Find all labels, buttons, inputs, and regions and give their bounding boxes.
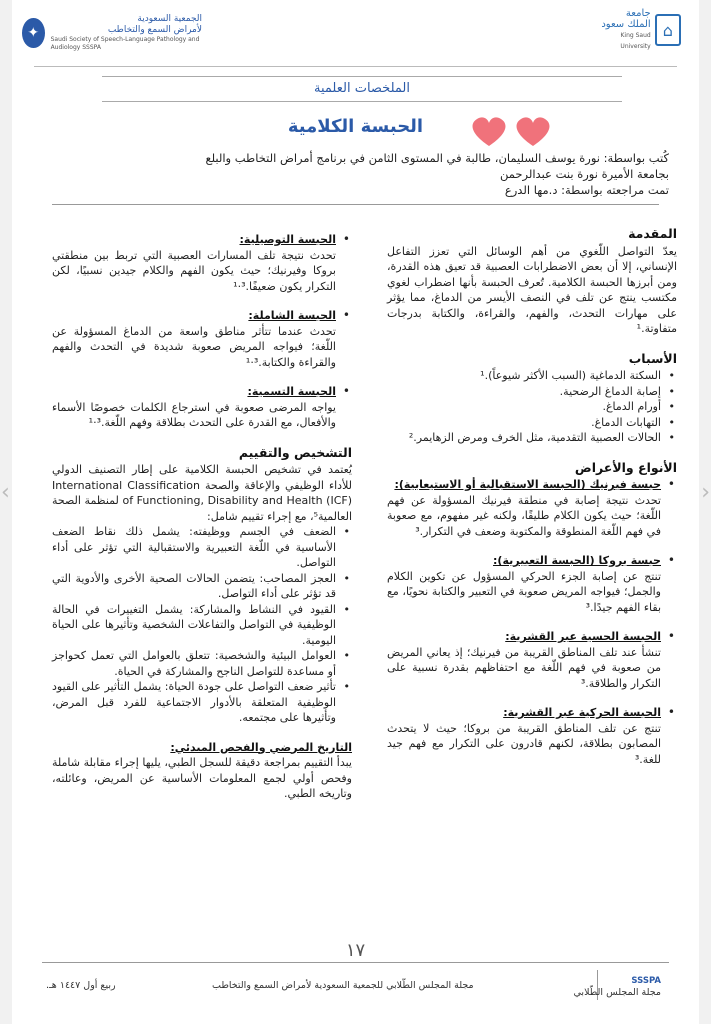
type-anomic bbox=[52, 384, 352, 431]
previous-page-arrow-icon[interactable]: ‹ bbox=[1, 480, 10, 505]
history-heading: التاريخ المرضي والفحص المبدئي: bbox=[170, 740, 352, 754]
credits-university: بجامعة الأميرة نورة بنت عبدالرحمن bbox=[500, 167, 669, 181]
document-page bbox=[12, 0, 699, 1024]
history-text: يبدأ التقييم بمراجعة دقيقة للسجل الطبي، يليها إجراء مقابلة شاملة وفحص أولي لجمع المعلومات الأساسية عن المريض، وعائلته، وتاريخه الطبي. bbox=[52, 756, 352, 800]
list-item: • السكتة الدماغية (السبب الأكثر شيوعاً).¹ bbox=[387, 368, 677, 384]
society-logo bbox=[22, 12, 202, 54]
type-conduction bbox=[52, 232, 352, 294]
intro-section bbox=[387, 226, 677, 337]
article-title: الحبسة الكلامية bbox=[287, 116, 424, 137]
list-item: • إصابة الدماغ الرضحية. bbox=[387, 384, 677, 400]
type-name: • الحبسة الحسية عبر القشرية: bbox=[505, 630, 661, 643]
type-text: تنشأ عند تلف المناطق القريبة من فيرنيك؛ إذ يعاني المريض من صعوبة في فهم اللّغة مع احتفاظهم بقدرة نسبية على التكرار والطلاقة.³ bbox=[387, 645, 661, 690]
footer bbox=[12, 976, 699, 998]
university-logo bbox=[601, 8, 681, 50]
footer-brand bbox=[574, 976, 661, 998]
title-divider bbox=[52, 204, 659, 205]
intro-heading: المقدمة bbox=[628, 226, 677, 241]
university-name-en: King Saud University bbox=[620, 32, 651, 50]
list-item: • العجز المصاحب: يتضمن الحالات الصحية الأخرى والأدوية التي قد تؤثر على أداء التواصل. bbox=[52, 571, 352, 602]
right-page-edge bbox=[699, 0, 711, 1024]
section-label: الملخصات العلمية bbox=[102, 76, 622, 102]
type-transcortical-sensory bbox=[387, 629, 677, 691]
type-transcortical-motor bbox=[387, 705, 677, 767]
diagnosis-section bbox=[52, 445, 352, 726]
type-text: تحدث نتيجة إصابة في منطقة فيرنيك المسؤولة عن فهم اللّغة؛ حيث يكون الكلام طليقًا، ولكنه غير مفهوم، مع صعوبة في فهم اللّغة المنطوقة والمكتوبة وضعف في التكرار.³ bbox=[387, 493, 661, 538]
type-text: تنتج عن إصابة الجزء الحركي المسؤول عن تكوين الكلام والجمل؛ فيواجه المريض صعوبة في التعبير والكتابة نحويًا، مع بقاء الفهم جيدًا.³ bbox=[387, 569, 661, 614]
type-name: • الحبسة التسمية: bbox=[247, 385, 336, 398]
left-page-edge bbox=[0, 0, 12, 1024]
page-number: ١٧ bbox=[345, 940, 366, 961]
list-item: • أورام الدماغ. bbox=[387, 399, 677, 415]
diagnosis-text: يُعتمد في تشخيص الحبسة الكلامية على إطار التصنيف الدولي للأداء الوظيفي والإعاقة والصحة International Classification of Functioning, Disability and Health (ICF) لمنظمة الصحة العالمية⁵، مع إجراء تقييم شامل: bbox=[52, 463, 352, 523]
type-name: • الحبسة الشاملة: bbox=[248, 309, 336, 322]
causes-section bbox=[387, 351, 677, 446]
footer-divider bbox=[42, 962, 669, 963]
university-logo-text bbox=[601, 8, 651, 52]
credits bbox=[162, 150, 669, 198]
list-item: • الضعف في الجسم ووظيفته: يشمل ذلك نقاط الضعف الأساسية في اللّغة التعبيرية والاستقبالية التي تؤثر على أداء التواصل. bbox=[52, 524, 352, 571]
credits-author: كُتب بواسطة: نورة يوسف السليمان، طالبة في المستوى الثامن في برنامج أمراض التخاطب والبلع bbox=[205, 151, 669, 165]
list-item: • العوامل البيئية والشخصية: تتعلق بالعوامل التي تعمل كحواجز أو مساعدة للتواصل الناجح والمشاركة في الحياة. bbox=[52, 648, 352, 679]
type-name: • حبسة فيرنيك (الحبسة الاستقبالية أو الاستيعابية): bbox=[394, 478, 661, 491]
society-logo-text bbox=[51, 14, 202, 52]
university-name-line1: جامعة bbox=[625, 8, 651, 19]
footer-brand-en: SSSPA bbox=[631, 976, 661, 986]
history-section bbox=[52, 740, 352, 802]
type-text: يواجه المرضى صعوبة في استرجاع الكلمات خصوصًا الأسماء والأفعال، مع القدرة على التحدث بطلاقة وفهم اللّغة.³·¹ bbox=[52, 400, 336, 429]
header-divider bbox=[34, 66, 677, 67]
next-page-arrow-icon[interactable]: › bbox=[701, 480, 710, 505]
type-name: • الحبسة التوصيلية: bbox=[239, 233, 336, 246]
society-emblem-icon: ✦ bbox=[22, 18, 45, 48]
type-text: تحدث عندما تتأثر مناطق واسعة من الدماغ المسؤولة عن اللّغة؛ فيواجه المريض صعوبة شديدة في التحدث والفهم والقراءة والكتابة.³·¹ bbox=[52, 324, 336, 369]
diagnosis-list bbox=[52, 524, 352, 726]
list-item: • تأثير ضعف التواصل على جودة الحياة: يشمل التأثير على القيود الوظيفية المتعلقة بالأدوار الاجتماعية للفرد قبل المرض، وتأثيرها على مجتمعه. bbox=[52, 679, 352, 726]
list-item: • الحالات العصبية التقدمية، مثل الخرف ومرض الزهايمر.² bbox=[387, 430, 677, 446]
footer-journal: مجلة المجلس الطّلابي للجمعية السعودية لأمراض السمع والتخاطب bbox=[212, 980, 474, 991]
left-column bbox=[52, 232, 352, 816]
type-text: تنتج عن تلف المناطق القريبة من بروكا؛ حيث لا يتحدث المصابون بطلاقة، لكنهم قادرون على التكرار مع فهم جيد للغة.³ bbox=[387, 721, 661, 766]
society-name-line2: لأمراض السمع والتخاطب bbox=[107, 25, 202, 35]
intro-text: يعدّ التواصل اللّغوي من أهم الوسائل التي تعزز التفاعل الإنساني، إلا أن بعض الاضطرابات العصبية قد تعيق هذه القدرة، ومن أبرزها الحبسة الكلامية. تُعرف الحبسة بأنها اضطراب لغوي مكتسب ينتج عن تلف في النصف الأيسر من الدماغ، مما يؤثر على مهارات التحدث، والفهم، والقراءة، والكتابة بدرجات متفاوتة.¹ bbox=[387, 244, 677, 335]
credits-reviewer: تمت مراجعته بواسطة: د.مها الدرع bbox=[504, 183, 669, 197]
footer-date: ربيع أول ١٤٤٧ هـ. bbox=[46, 980, 116, 991]
society-name-en: Saudi Society of Speech-Language Pathology and Audiology SSSPA bbox=[50, 36, 200, 51]
types-heading: الأنواع والأعراض bbox=[574, 459, 677, 475]
causes-list bbox=[387, 368, 677, 446]
type-name: • حبسة بروكا (الحبسة التعبيرية): bbox=[493, 554, 661, 567]
diagnosis-heading: التشخيص والتقييم bbox=[238, 444, 352, 460]
causes-heading: الأسباب bbox=[628, 350, 677, 366]
list-item: • القيود في النشاط والمشاركة: يشمل التغييرات في الحالة الوظيفية في التواصل والتفاعلات الشخصية وتأثيرها على الحياة اليومية. bbox=[52, 602, 352, 649]
university-emblem-icon: ⌂ bbox=[655, 14, 681, 46]
type-broca bbox=[387, 553, 677, 615]
society-name-line1: الجمعية السعودية bbox=[137, 14, 202, 24]
type-global bbox=[52, 308, 352, 370]
type-text: تحدث نتيجة تلف المسارات العصبية التي تربط بين منطقتي بروكا وفيرنيك؛ حيث يكون الفهم والكلام جيدين نسبيًا، لكن التكرار يكون ضعيفًا.³·¹ bbox=[52, 248, 336, 293]
type-name: • الحبسة الحركية عبر القشرية: bbox=[503, 706, 661, 719]
type-wernicke bbox=[387, 477, 677, 539]
right-column bbox=[387, 226, 677, 781]
list-item: • التهابات الدماغ. bbox=[387, 415, 677, 431]
footer-brand-ar: مجلة المجلس الطّلابي bbox=[573, 987, 661, 998]
university-name-line2: الملك سعود bbox=[601, 19, 651, 30]
